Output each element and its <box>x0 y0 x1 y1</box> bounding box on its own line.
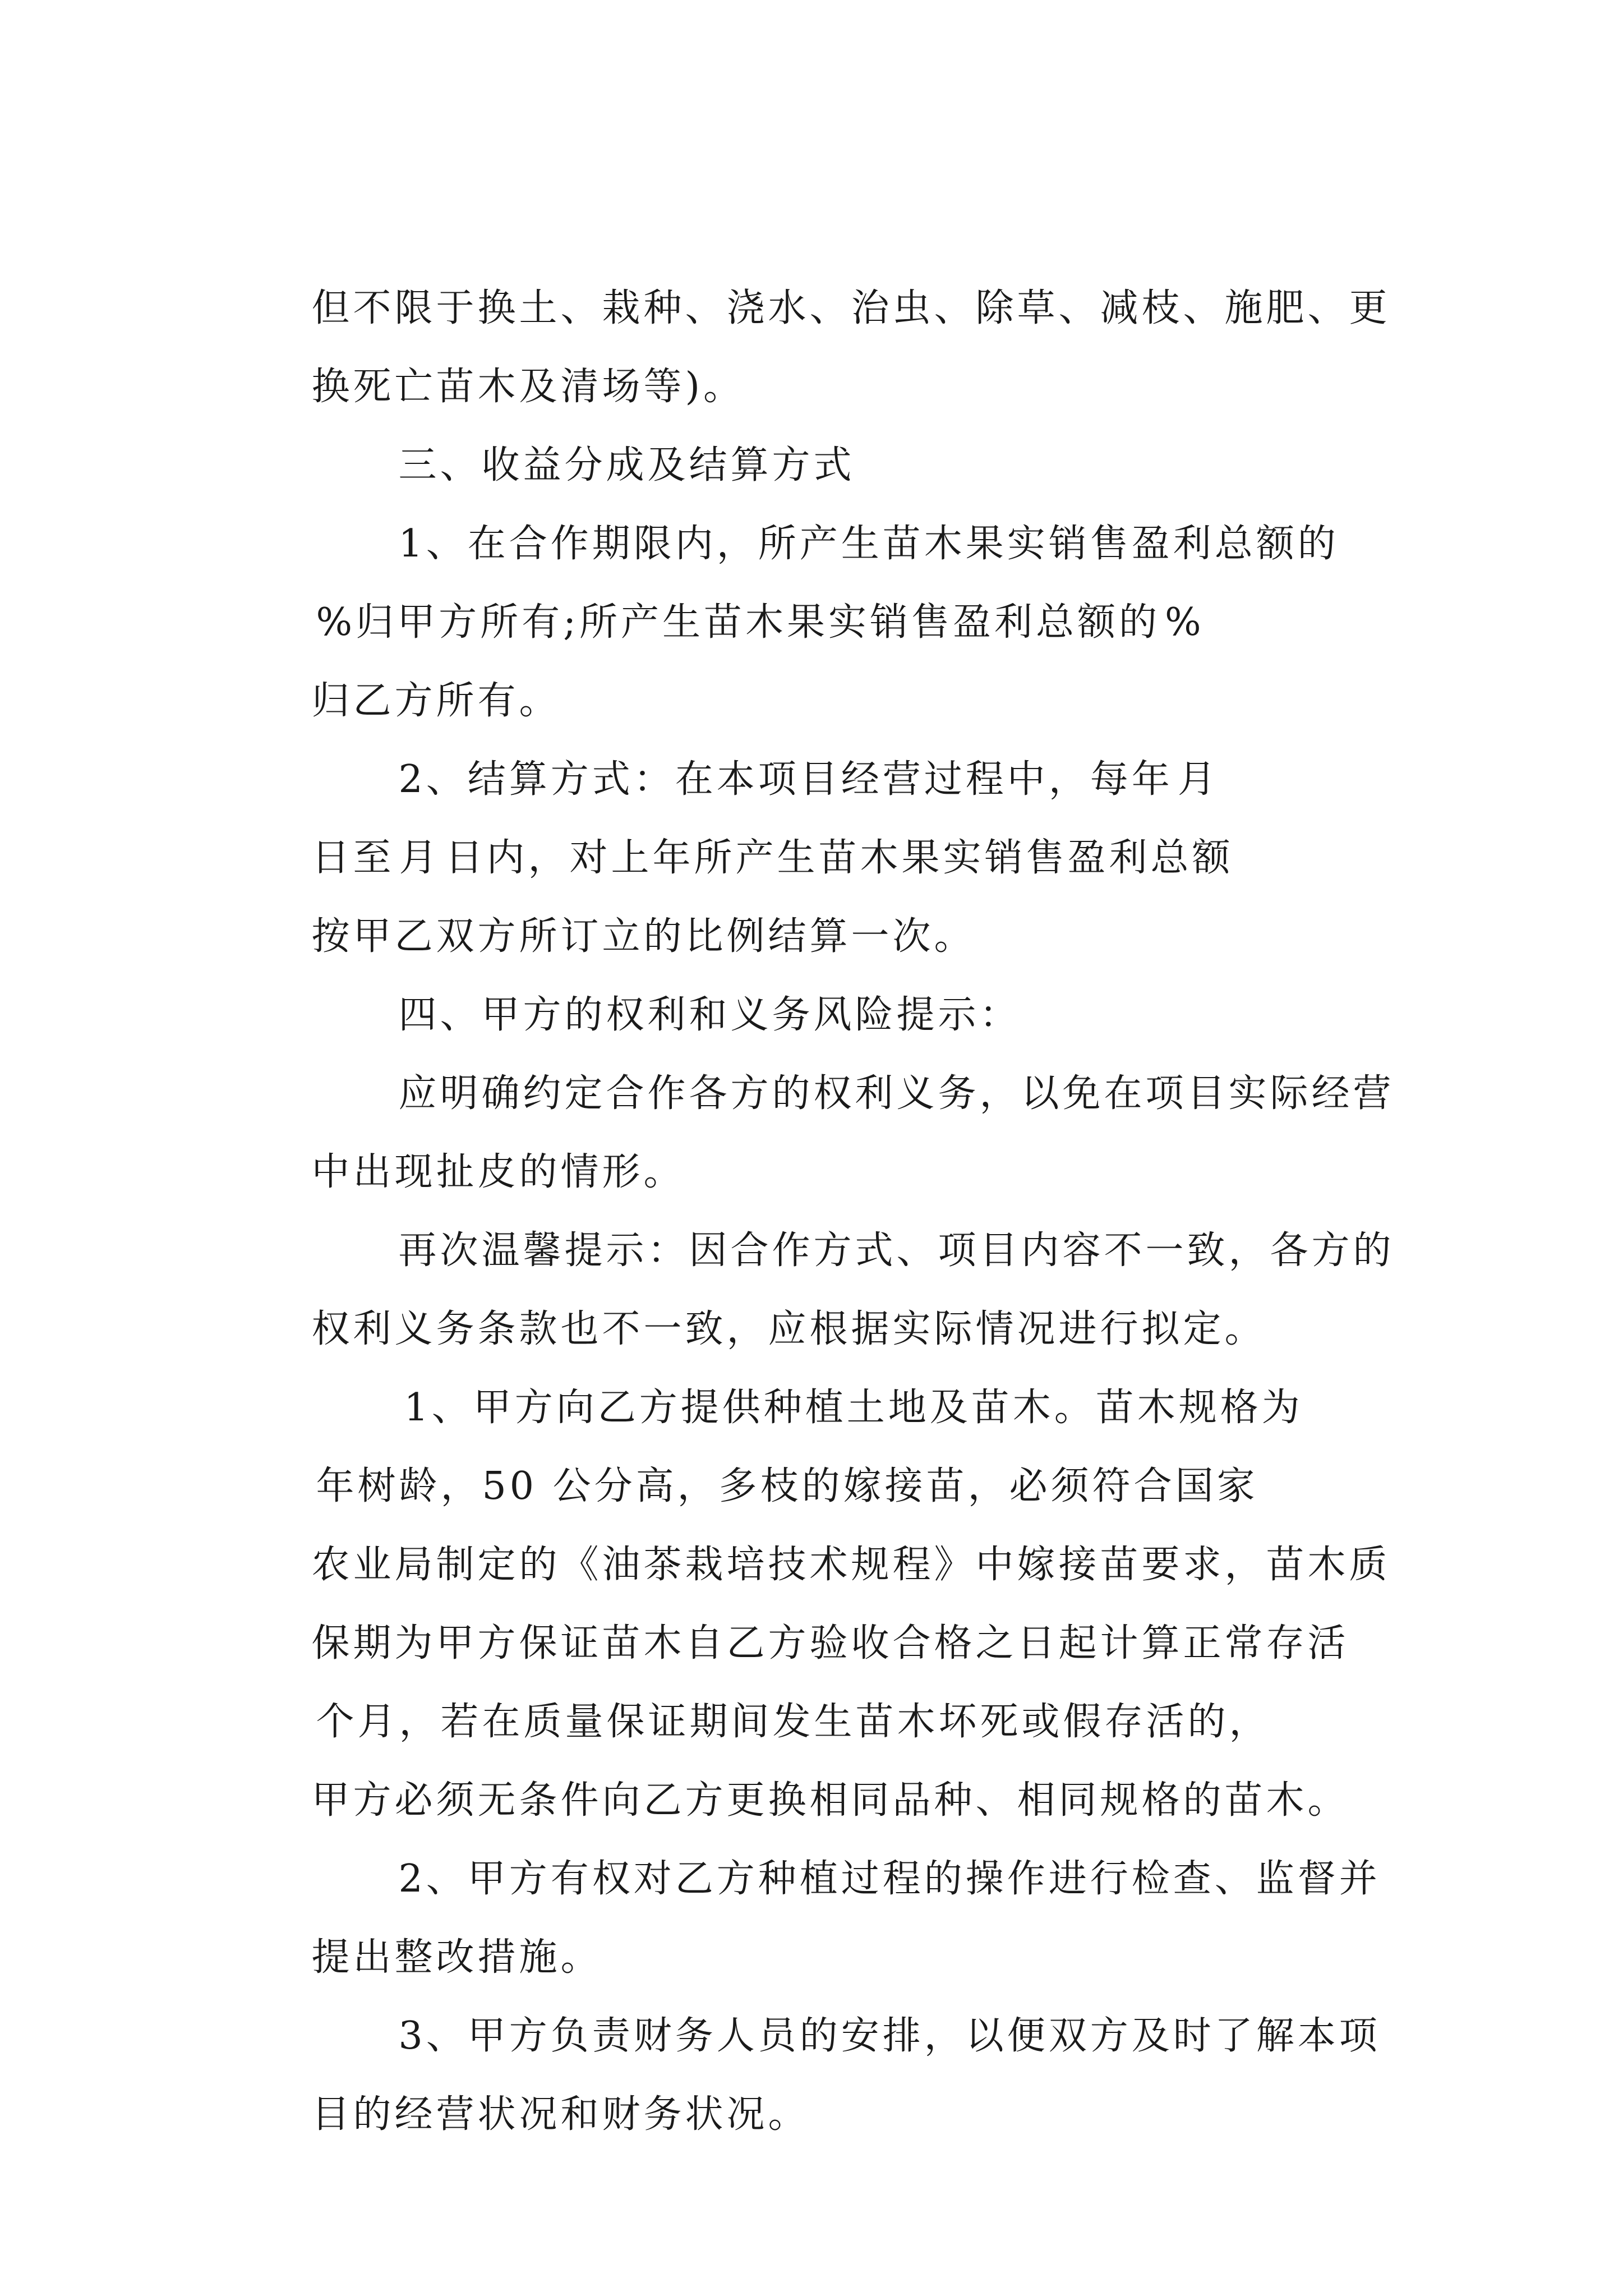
text-span: 四、甲方的权利和义务风险提示： <box>398 993 1021 1037</box>
text-line-1 <box>250 208 1623 330</box>
text-line-4 <box>336 443 1623 566</box>
text-span: 3、甲方负责财务人员的安排，以便双方及时了解本项 <box>398 2014 1381 2058</box>
text-line-18 <box>250 1543 1623 1665</box>
text-span: 2、结算方式：在本项目经营过程中，每年 <box>398 757 1173 802</box>
text-line-2 <box>250 286 1623 409</box>
text-span: 日内，对上年所产生苗木果实销售盈利总额 <box>445 836 1234 880</box>
text-span: 个月，若在质量保证期间发生苗木坏死或假存活的， <box>316 1700 1271 1744</box>
text-span: % <box>1165 600 1205 645</box>
text-line-23 <box>336 1935 1623 2058</box>
text-span: 1、甲方向乙方提供种植土地及苗木。苗木规格为 <box>404 1386 1303 1430</box>
text-line-12 <box>250 1071 1623 1194</box>
text-span: 保期为甲方保证苗木自乙方验收合格之日起计算正常存活 <box>311 1621 1349 1665</box>
text-span: 月 <box>399 836 441 880</box>
section-heading-3 <box>336 365 1623 487</box>
text-span: 年树龄，50 公分高，多枝的嫁接苗，必须符合国家 <box>316 1464 1258 1508</box>
text-span: 农业局制定的《油茶栽培技术规程》中嫁接苗要求，苗木质 <box>311 1543 1391 1587</box>
text-span: 甲方必须无条件向乙方更换相同品种、相同规格的苗木。 <box>311 1778 1349 1823</box>
text-line-11 <box>336 993 1623 1116</box>
text-line-16 <box>250 1386 1623 1508</box>
text-line-19 <box>250 1621 1623 1744</box>
text-line-9 <box>250 836 1623 959</box>
text-span: 按甲乙双方所订立的比例结算一次。 <box>311 914 976 959</box>
text-span: 提出整改措施。 <box>311 1935 602 1980</box>
text-line-5 <box>250 522 1623 645</box>
text-line-7 <box>336 679 1623 802</box>
text-span: 日至 <box>311 836 395 880</box>
text-span: %归甲方所有;所产生苗木果实销售盈利总额的 <box>316 600 1160 645</box>
text-line-17 <box>250 1464 1623 1587</box>
text-line-15 <box>342 1307 1623 1430</box>
section-heading-10 <box>336 914 1623 1037</box>
text-span: 1、在合作期限内，所产生苗木果实销售盈利总额的 <box>398 522 1339 566</box>
text-span: 三、收益分成及结算方式 <box>398 443 855 487</box>
text-span: 换死亡苗木及清场等)。 <box>311 365 745 409</box>
text-span: 应明确约定合作各方的权利义务，以免在项目实际经营 <box>398 1071 1395 1116</box>
text-span: 目的经营状况和财务状况。 <box>311 2092 810 2137</box>
text-span: 但不限于换土、栽种、浇水、治虫、除草、减枝、施肥、更 <box>311 286 1391 330</box>
text-span: 归乙方所有。 <box>311 679 561 723</box>
text-line-22 <box>250 1857 1623 1980</box>
text-line-13 <box>336 1150 1623 1273</box>
text-line-6 <box>250 600 1623 723</box>
text-span: 权利义务条款也不一致，应根据实际情况进行拟定。 <box>311 1307 1266 1351</box>
text-line-8 <box>250 757 1623 880</box>
text-line-21 <box>336 1778 1623 1901</box>
text-span: 2、甲方有权对乙方种植过程的操作进行检查、监督并 <box>398 1857 1381 1901</box>
text-line-20 <box>250 1700 1623 1823</box>
text-span: 月 <box>1177 757 1219 802</box>
text-line-14 <box>250 1228 1623 1351</box>
text-line-24 <box>250 2014 1623 2137</box>
text-span: 再次温馨提示：因合作方式、项目内容不一致，各方的 <box>398 1228 1395 1273</box>
text-span: 中出现扯皮的情形。 <box>311 1150 685 1194</box>
